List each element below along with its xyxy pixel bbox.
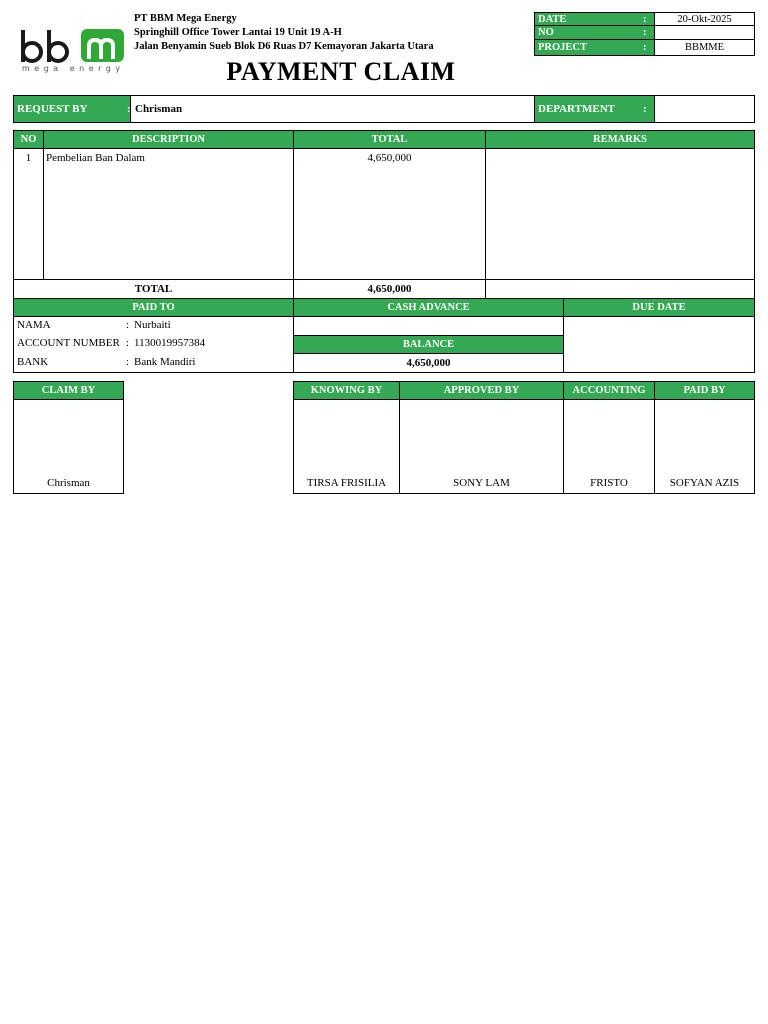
date-value: 20-Okt-2025 [654, 12, 755, 26]
balance-value: 4,650,000 [406, 357, 451, 369]
items-body-no [13, 148, 44, 280]
date-label: DATE : [534, 12, 655, 26]
balance-header: BALANCE [293, 335, 564, 354]
bank-value: Bank Mandiri [134, 356, 196, 368]
knowing-by-name: TIRSA FRISILIA [306, 477, 387, 489]
account-number-colon: : [126, 337, 130, 349]
total-value-cell [293, 279, 486, 299]
claim-by-name: Chrisman [47, 477, 90, 489]
approved-by-header: APPROVED BY [399, 381, 564, 400]
department-value [654, 95, 755, 123]
request-by-value: Chrisman [130, 95, 535, 123]
total-label-cell [13, 279, 294, 299]
due-date-header: DUE DATE [563, 298, 755, 317]
items-body-total [293, 148, 486, 280]
cash-advance-header: CASH ADVANCE [293, 298, 564, 317]
nama-value: Nurbaiti [134, 319, 171, 331]
col-header-no: NO [13, 130, 44, 149]
paid-by-header: PAID BY [654, 381, 755, 400]
nama-colon: : [126, 319, 130, 331]
items-body-remarks [485, 148, 755, 280]
request-by-label: REQUEST BY : [13, 95, 131, 123]
paid-by-name: SOFYAN AZIS [669, 477, 740, 489]
approved-by-name: SONY LAM [453, 477, 510, 489]
col-header-total: TOTAL [293, 130, 486, 149]
item-description: Pembelian Ban Dalam [46, 152, 145, 164]
page-title: PAYMENT CLAIM [226, 57, 456, 86]
logo-subtitle: mega energy [22, 64, 125, 73]
no-value [654, 25, 755, 40]
due-date-value [563, 316, 755, 373]
bank-colon: : [126, 356, 130, 368]
company-address-line1: Springhill Office Tower Lantai 19 Unit 19 A-H [134, 27, 342, 38]
company-name: PT BBM Mega Energy [134, 13, 237, 24]
cash-advance-value [293, 316, 564, 336]
total-remarks-cell [485, 279, 755, 299]
items-body-description [43, 148, 294, 280]
project-value: BBMME [654, 39, 755, 56]
item-total: 4,650,000 [367, 152, 412, 164]
project-label: PROJECT : [534, 39, 655, 56]
nama-label: NAMA [17, 319, 51, 331]
paid-to-header: PAID TO [13, 298, 294, 317]
account-number-value: 1130019957384 [134, 337, 206, 349]
company-address-line2: Jalan Benyamin Sueb Blok D6 Ruas D7 Kemayoran Jakarta Utara [134, 41, 434, 52]
accounting-name: FRISTO [590, 477, 628, 489]
col-header-remarks: REMARKS [485, 130, 755, 149]
account-number-label: ACCOUNT NUMBER [17, 337, 120, 349]
accounting-header: ACCOUNTING [563, 381, 655, 400]
balance-value-cell [293, 353, 564, 373]
total-label: TOTAL [134, 283, 173, 295]
bank-label: BANK [17, 356, 49, 368]
item-no: 1 [25, 152, 32, 164]
department-label: DEPARTMENT : [534, 95, 655, 123]
claim-by-header: CLAIM BY [13, 381, 124, 400]
knowing-by-header: KNOWING BY [293, 381, 400, 400]
no-label: NO : [534, 25, 655, 40]
total-value: 4,650,000 [367, 283, 412, 295]
col-header-description: DESCRIPTION [43, 130, 294, 149]
